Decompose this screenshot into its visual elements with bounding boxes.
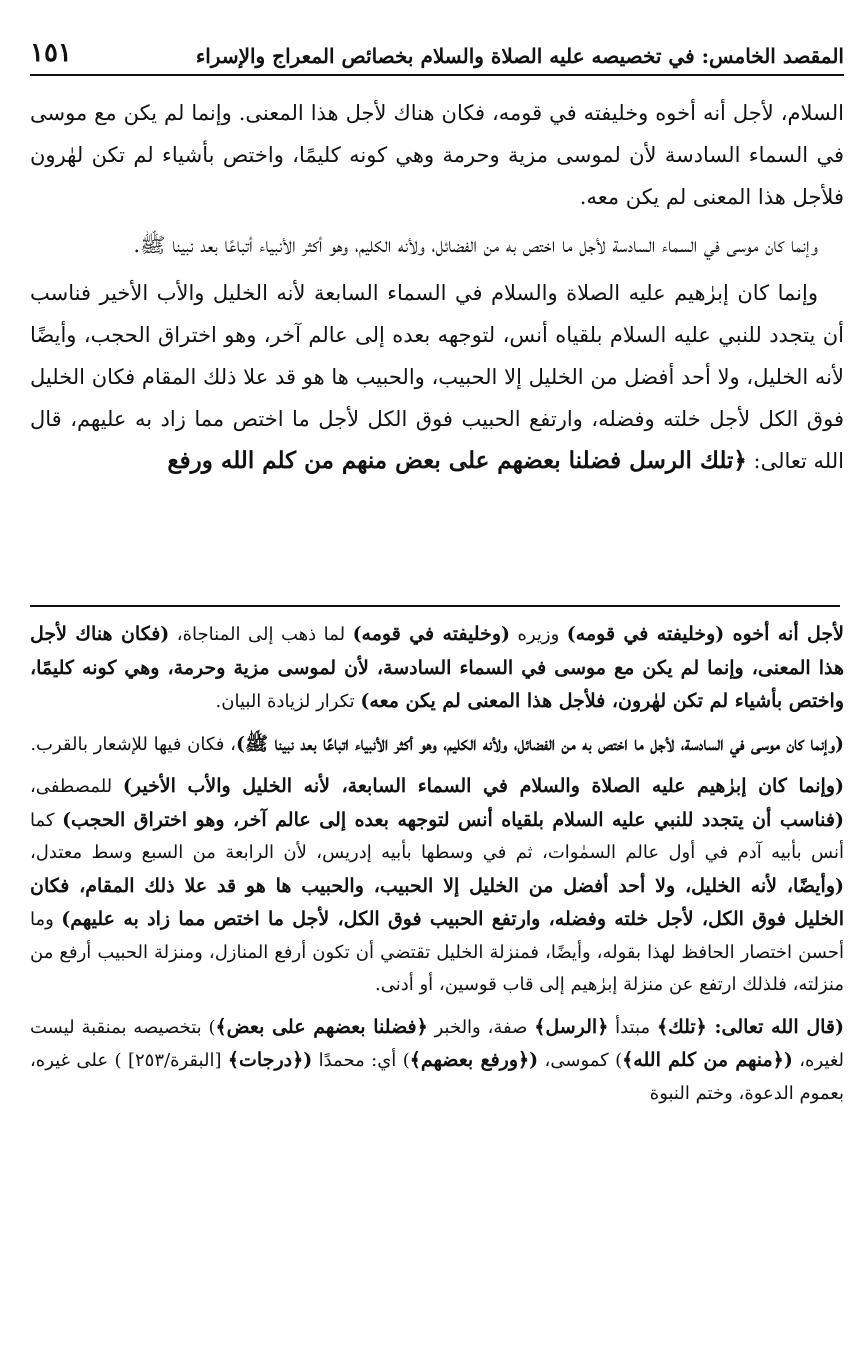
commentary-quoted-text: (وأيضًا، لأنه الخليل، ولا أحد أفضل من الخليل إلا الحبيب، والحبيب ها هو قد علا ذلك المقام، فكان الخليل فوق الكل، لأجل خلته وفضله، وارتفع الحبيب فوق الكل، لأجل ما اختص مما زاد به عليهم) xyxy=(30,874,844,930)
commentary-explanation: ) أي: محمدًا xyxy=(312,1050,410,1071)
commentary-quoted-text: (وخليفته في قومه) xyxy=(352,623,511,645)
commentary-explanation: كما أنس بأبيه آدم في أول عالم السمٰوات، ثم في وسطها بأبيه إدريس، لأن الرابعة من السبع وسط معتدل، xyxy=(30,809,844,863)
commentary-explanation: مبتدأ xyxy=(608,1016,657,1038)
commentary-explanation: ) كموسى، xyxy=(538,1050,623,1071)
commentary-section xyxy=(30,618,844,1119)
commentary-explanation: ) بتخصيصه بمنقبة ليست لغيره، xyxy=(30,1016,844,1071)
commentary-quoted-text: (قال الله تعالى: ﴿تلك﴾ xyxy=(656,1015,844,1038)
commentary-quoted-text: (﴿منهم من كلم الله﴾ xyxy=(622,1049,793,1071)
commentary-quoted-text: (وإنما كان إبرٰهيم عليه الصلاة والسلام في السماء السابعة، لأنه الخليل والأب الأخير) xyxy=(122,775,844,797)
commentary-quoted-text: ﴿الرسل﴾ xyxy=(534,1015,609,1038)
main-paragraph-1: السلام، لأجل أنه أخوه وخليفته في قومه، فكان هناك لأجل هذا المعنى. وإنما لم يكن مع موسى في السماء السادسة لأن لموسى مزية وحرمة وهي كونه كليمًا، واختص بأشياء لم تكن لهٰرون فلأجل هذا المعنى لم يكن معه. xyxy=(30,101,844,209)
commentary-paragraph-2 xyxy=(30,728,844,762)
footnote-divider xyxy=(30,605,840,607)
chapter-title: المقصد الخامس: في تخصيصه عليه الصلاة والسلام بخصائص المعراج والإسراء xyxy=(195,44,844,68)
main-paragraph-3 xyxy=(30,272,844,482)
commentary-quoted-text: (﴿ورفع بعضهم﴾ xyxy=(409,1049,539,1071)
commentary-explanation: لما ذهب إلى المناجاة، xyxy=(169,624,353,645)
page-number: ١٥١ xyxy=(30,38,72,68)
main-paragraph-2: وإنما كان موسى في السماء السادسة لأجل ما اختص به من الفضائل، ولأنه الكليم، وهو أكثر الأنبياء أتباعًا بعد نبينا ﷺ. xyxy=(133,233,818,257)
running-header xyxy=(30,36,844,76)
quran-quote: ﴿تلك الرسل فضلنا بعضهم على بعض منهم من كلم الله ورفع xyxy=(167,447,747,474)
commentary-explanation: تكرار لزيادة البيان. xyxy=(215,691,361,712)
commentary-explanation: [البقرة/٢٥٣] ) على غيره، بعموم الدعوة، وختم النبوة xyxy=(30,1050,844,1104)
main-paragraph-3-text: وإنما كان إبرٰهيم عليه الصلاة والسلام في السماء السابعة لأنه الخليل والأب الأخير فناسب أن يتجدد للنبي عليه السلام بلقياه أنس، لتوجهه بعده إلى عالم آخر، وهو اختراق الحجب، وأيضًا لأنه الخليل، ولا أحد أفضل من الخليل إلا الحبيب، والحبيب ها هو قد علا ذلك المقام فكان الخليل فوق الكل لأجل خلته وفضله، وارتفع الحبيب فوق الكل لأجل ما اختص مما زاد به عليهم، قال الله تعالى: xyxy=(30,281,844,473)
commentary-explanation: للمصطفى، xyxy=(30,776,123,797)
commentary-quoted-text: ﴿فضلنا بعضهم على بعض﴾ xyxy=(215,1015,428,1038)
commentary-explanation: وزيره xyxy=(510,624,567,645)
commentary-paragraph-3 xyxy=(30,770,844,1002)
commentary-quoted-text: (﴿درجات﴾ xyxy=(227,1049,313,1071)
commentary-quoted-text: لأجل أنه أخوه (وخليفته في قومه) xyxy=(566,623,844,645)
commentary-explanation: ، فكان فيها للإشعار بالقرب. xyxy=(30,733,236,755)
commentary-explanation: وما أحسن اختصار الحافظ لهذا بقوله، وأيضًا، فمنزلة الخليل تقتضي أن تكون أرفع المنازل، ومنزلة الحبيب أرفع من منزلته، فلذلك ارتفع عن منزلة إبرٰهيم إلى قاب قوسين، أو أدنى. xyxy=(30,909,844,995)
main-text xyxy=(30,92,844,488)
commentary-paragraph-1 xyxy=(30,618,844,719)
commentary-quoted-text: (فكان هناك لأجل هذا المعنى، وإنما لم يكن مع موسى في السماء السادسة، لأن لموسى مزية وحرمة، وهي كونه كليمًا، واختص بأشياء لم تكن لهٰرون، فلأجل هذا المعنى لم يكن معه) xyxy=(30,623,844,712)
commentary-paragraph-4 xyxy=(30,1011,844,1111)
commentary-quoted-text: (فناسب أن يتجدد للنبي عليه السلام بلقياه أنس لتوجهه بعده إلى عالم آخر، وهو اختراق الحجب) xyxy=(62,808,844,831)
commentary-quoted-text: (وإنما كان موسى في السادسة، لأجل ما اختص به من الفضائل، ولأنه الكليم، وهو أكثر الأنبياء اتباعًا بعد نبينا ﷺ) xyxy=(235,732,844,755)
commentary-explanation: صفة، والخبر xyxy=(427,1016,535,1038)
